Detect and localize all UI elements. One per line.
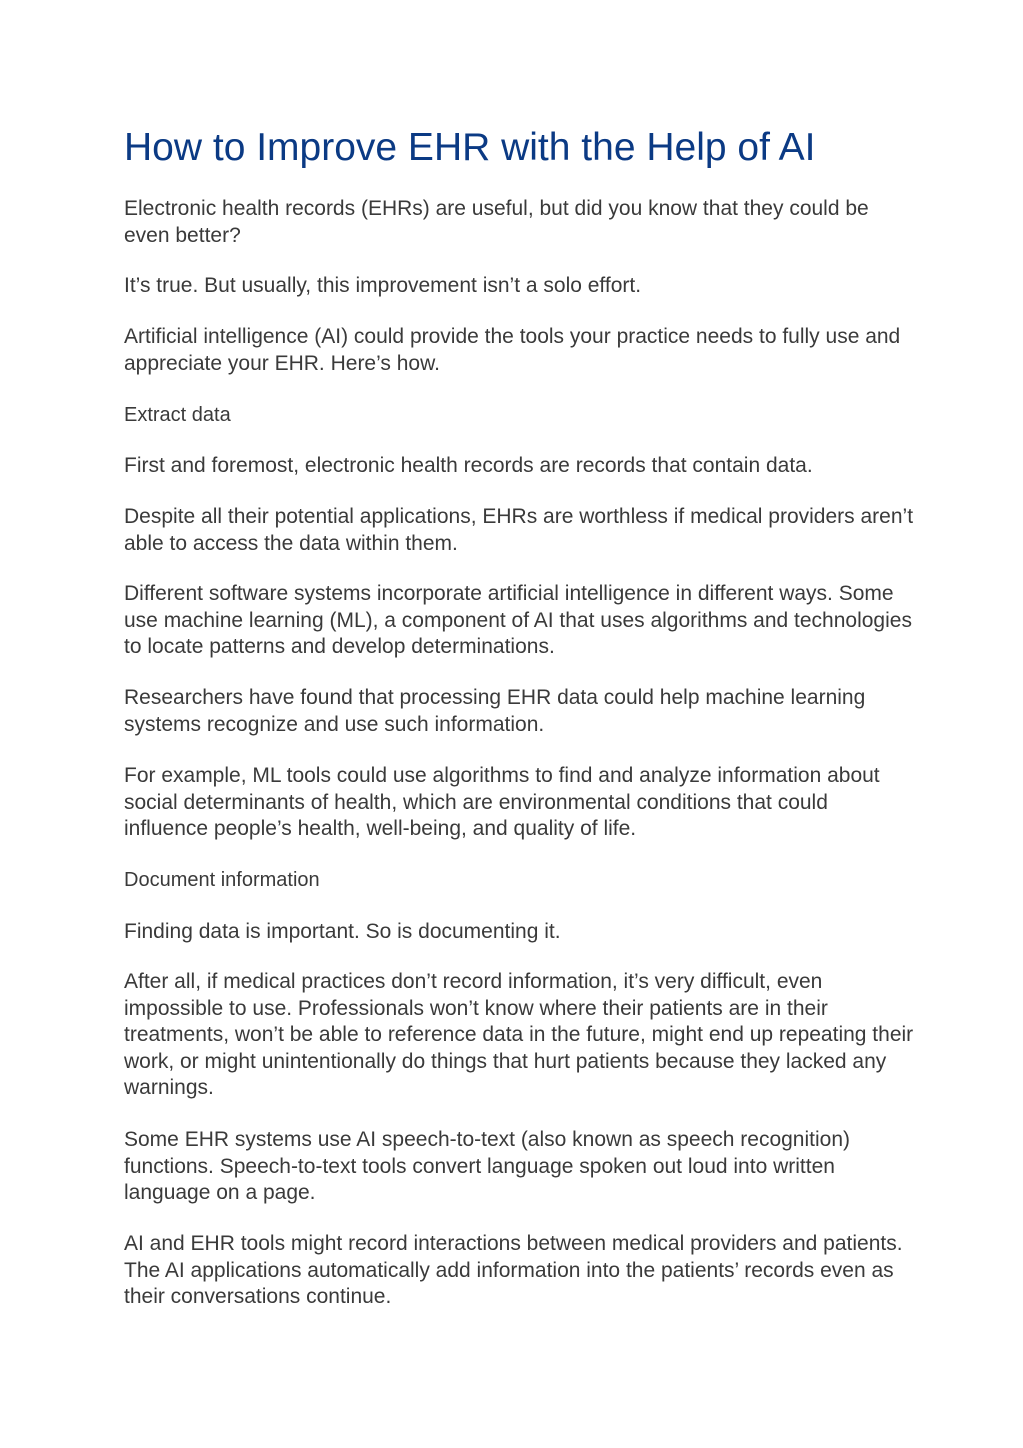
section-heading-extract-data: Extract data	[124, 404, 231, 426]
paragraph-machine-learning: Different software systems incorporate artificial intelligence in different ways. Some use machine learning (ML), a component of AI that uses algorithms and technologies to locate patterns and develop determinations.	[124, 582, 912, 659]
paragraph-ai-tools: Artificial intelligence (AI) could provide the tools your practice needs to fully use and appreciate your EHR. Here’s how.	[124, 325, 901, 375]
paragraph-solo-effort: It’s true. But usually, this improvement isn’t a solo effort.	[124, 274, 642, 297]
paragraph-speech-to-text: Some EHR systems use AI speech-to-text (also known as speech recognition) functions. Speech-to-text tools convert language spoken out loud into written language on a page.	[124, 1128, 850, 1205]
paragraph-record-information: After all, if medical practices don’t record information, it’s very difficult, even impossible to use. Professionals won’t know where their patients are in their treatments, won’t be able to reference data in the future, might end up repeating their work, or might unintentionally do things that hurt patients because they lacked any warnings.	[124, 970, 914, 1100]
paragraph-researchers: Researchers have found that processing EHR data could help machine learning systems recognize and use such information.	[124, 686, 866, 736]
document-title: How to Improve EHR with the Help of AI	[124, 126, 816, 169]
section-heading-document-information: Document information	[124, 869, 320, 891]
paragraph-social-determinants: For example, ML tools could use algorithms to find and analyze information about social determinants of health, which are environmental conditions that could influence people’s health, well-being, and quality of life.	[124, 764, 880, 841]
paragraph-documenting: Finding data is important. So is documenting it.	[124, 920, 561, 943]
paragraph-record-interactions: AI and EHR tools might record interactions between medical providers and patients. The AI applications automatically add information into the patients’ records even as their conversations continue.	[124, 1232, 903, 1309]
paragraph-access-data: Despite all their potential applications, EHRs are worthless if medical providers aren’t able to access the data within them.	[124, 505, 914, 555]
paragraph-intro: Electronic health records (EHRs) are useful, but did you know that they could be even better?	[124, 197, 869, 247]
paragraph-records-contain-data: First and foremost, electronic health records are records that contain data.	[124, 454, 813, 477]
